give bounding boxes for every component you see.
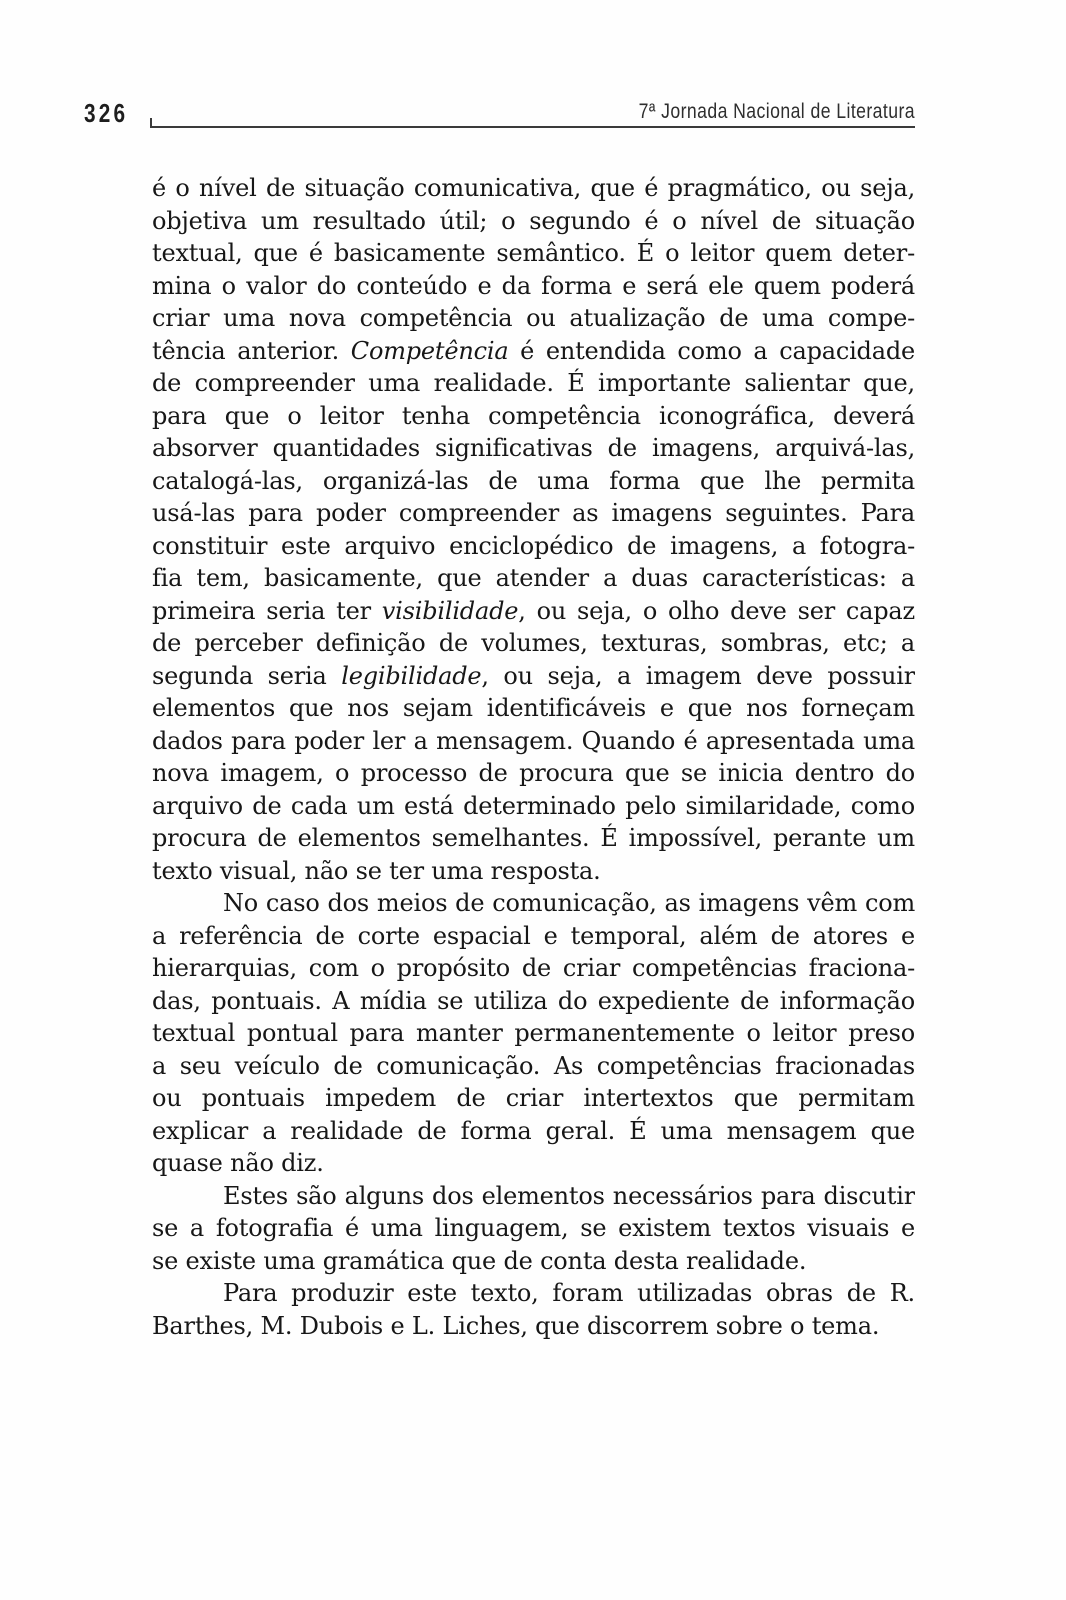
text-line: primeira seria ter visibilidade, ou seja, o olho deve ser capaz xyxy=(152,596,915,625)
page-number: 326 xyxy=(84,98,129,128)
text-line: explicar a realidade de forma geral. É uma mensagem que xyxy=(152,1116,915,1145)
text-line: objetiva um resultado útil; o segundo é o nível de situação xyxy=(152,206,915,235)
text-line: de compreender uma realidade. É importante salientar que, xyxy=(152,369,915,397)
text-line: a referência de corte espacial e temporal, além de atores e xyxy=(152,921,915,950)
text-line: se existe uma gramática que de conta desta realidade. xyxy=(152,1246,807,1275)
text-line: usá-las para poder compreender as imagens seguintes. Para xyxy=(152,499,915,527)
text-line: a seu veículo de comunicação. As competências fracionadas xyxy=(152,1051,915,1080)
text-line: constituir este arquivo enciclopédico de imagens, a fotogra- xyxy=(152,531,915,560)
text-line: fia tem, basicamente, que atender a duas características: a xyxy=(152,564,915,592)
paragraph xyxy=(152,887,915,1180)
text-line: de perceber definição de volumes, texturas, sombras, etc; a xyxy=(152,629,915,657)
paragraph xyxy=(152,1277,915,1342)
text-line: criar uma nova competência ou atualização de uma compe- xyxy=(152,304,915,332)
text-line: Estes são alguns dos elementos necessários para discutir xyxy=(223,1181,915,1210)
text-line: absorver quantidades significativas de imagens, arquivá-las, xyxy=(152,434,915,462)
text-line: segunda seria legibilidade, ou seja, a imagem deve possuir xyxy=(152,661,915,690)
text-line: texto visual, não se ter uma resposta. xyxy=(152,856,601,885)
text-line: textual, que é basicamente semântico. É o leitor quem deter- xyxy=(152,239,915,267)
text-line: procura de elementos semelhantes. É impossível, perante um xyxy=(152,824,915,852)
text-line: se a fotografia é uma linguagem, se existem textos visuais e xyxy=(152,1214,915,1242)
text-line: hierarquias, com o propósito de criar competências fraciona- xyxy=(152,954,915,982)
text-line: é o nível de situação comunicativa, que é pragmático, ou seja, xyxy=(152,174,915,202)
text-line: ou pontuais impedem de criar intertextos que permitam xyxy=(152,1084,915,1112)
text-line: Para produzir este texto, foram utilizadas obras de R. xyxy=(223,1279,915,1307)
text-line: quase não diz. xyxy=(152,1149,324,1177)
text-block xyxy=(152,172,915,1342)
text-line: dados para poder ler a mensagem. Quando é apresentada uma xyxy=(152,726,915,755)
text-line: Barthes, M. Dubois e L. Liches, que discorrem sobre o tema. xyxy=(152,1311,880,1340)
paragraph xyxy=(152,172,915,887)
text-line: textual pontual para manter permanentemente o leitor preso xyxy=(152,1019,915,1047)
header-rule xyxy=(150,126,915,128)
page-header xyxy=(0,0,1066,140)
text-line: elementos que nos sejam identificáveis e que nos forneçam xyxy=(152,694,915,722)
paragraph xyxy=(152,1180,915,1278)
text-line: das, pontuais. A mídia se utiliza do expediente de informação xyxy=(152,986,915,1015)
running-header-title: 7ª Jornada Nacional de Literatura xyxy=(638,100,915,123)
text-line: catalogá-las, organizá-las de uma forma que lhe permita xyxy=(152,466,915,495)
text-line: No caso dos meios de comunicação, as imagens vêm com xyxy=(223,889,915,917)
text-line: nova imagem, o processo de procura que se inicia dentro do xyxy=(152,759,915,787)
text-line: arquivo de cada um está determinado pelo similaridade, como xyxy=(152,791,915,820)
text-line: tência anterior. Competência é entendida como a capacidade xyxy=(152,336,915,365)
text-line: mina o valor do conteúdo e da forma e será ele quem poderá xyxy=(152,271,915,300)
text-line: para que o leitor tenha competência iconográfica, deverá xyxy=(152,401,915,430)
